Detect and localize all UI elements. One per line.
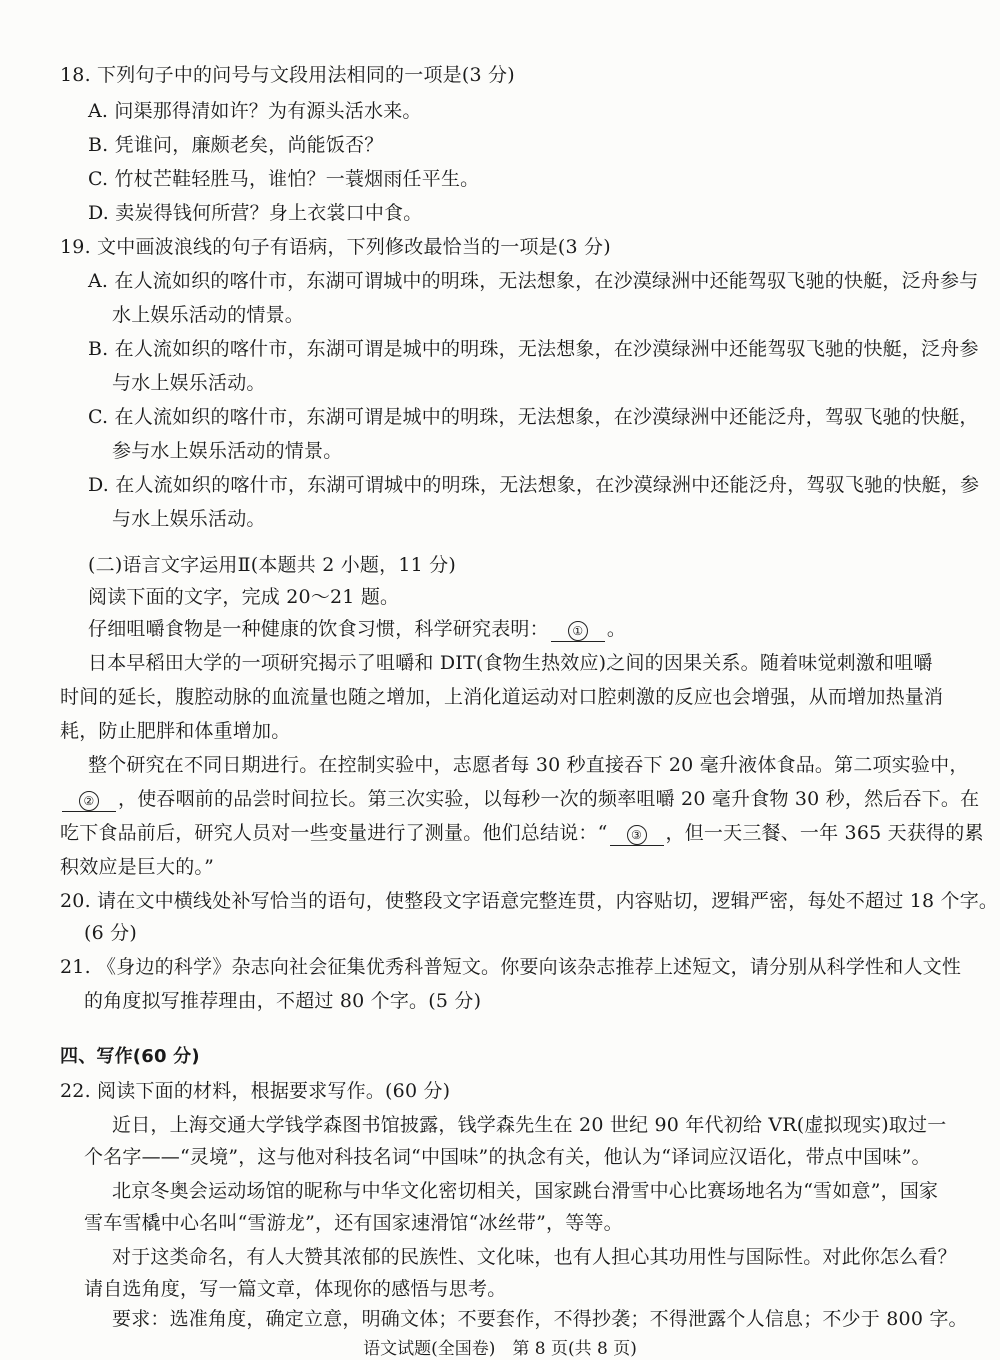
q22-stem: 22. 阅读下面的材料，根据要求写作。(60 分) <box>60 1080 451 1102</box>
q19-option-c-line1: C. 在人流如织的喀什市，东湖可谓是城中的明珠，无法想象，在沙漠绿洲中还能泛舟，驾驭飞驰的快艇， <box>88 406 979 428</box>
q18-option-d: D. 卖炭得钱何所营？身上衣裳口中食。 <box>88 202 423 224</box>
q19-option-d-line1: D. 在人流如织的喀什市，东湖可谓城中的明珠，无法想象，在沙漠绿洲中还能泛舟，驾驭飞驰的快艇，参 <box>88 474 980 496</box>
q18-option-a: A. 问渠那得清如许？为有源头活水来。 <box>88 100 422 122</box>
q20-line1: 20. 请在文中横线处补写恰当的语句，使整段文字语意完整连贯，内容贴切，逻辑严密，每处不超过 18 个字。 <box>60 890 999 912</box>
q22-material3-line1: 对于这类命名，有人大赞其浓郁的民族性、文化味，也有人担心其功用性与国际性。对此你怎么看？ <box>112 1246 957 1268</box>
q19-stem: 19. 文中画波浪线的句子有语病，下列修改最恰当的一项是(3 分) <box>60 236 611 258</box>
q19-option-d-line2: 与水上娱乐活动。 <box>112 508 266 530</box>
q22-material2-line2: 雪车雪橇中心名叫“雪游龙”，还有国家速滑馆“冰丝带”，等等。 <box>84 1212 623 1234</box>
blank-1: ① <box>551 618 605 642</box>
passage-para3-line1: 整个研究在不同日期进行。在控制实验中，志愿者每 30 秒直接吞下 20 毫升液体食品。第二项实验中， <box>88 754 969 776</box>
part4-heading: 四、写作(60 分) <box>60 1046 200 1067</box>
passage-para3-line4: 积效应是巨大的。” <box>60 856 215 878</box>
passage-para1: 仔细咀嚼食物是一种健康的饮食习惯，科学研究表明： ① 。 <box>88 618 627 640</box>
q22-material3-line2: 请自选角度，写一篇文章，体现你的感悟与思考。 <box>84 1278 507 1300</box>
passage-para2-line3: 耗，防止肥胖和体重增加。 <box>60 720 291 742</box>
q19-option-a-line2: 水上娱乐活动的情景。 <box>112 304 305 326</box>
q22-material1-line2: 个名字——“灵境”，这与他对科技名词“中国味”的执念有关，他认为“译词应汉语化，带点中国味”。 <box>84 1146 931 1168</box>
passage-para3-line3: 吃下食品前后，研究人员对一些变量进行了测量。他们总结说：“ ③ ，但一天三餐、一年 365 天获得的累 <box>60 822 984 844</box>
q18-option-c: C. 竹杖芒鞋轻胜马，谁怕？一蓑烟雨任平生。 <box>88 168 480 190</box>
q22-material1-line1: 近日，上海交通大学钱学森图书馆披露，钱学森先生在 20 世纪 90 年代初给 VR(虚拟现实)取过一 <box>112 1114 947 1136</box>
q19-option-b-line1: B. 在人流如织的喀什市，东湖可谓是城中的明珠，无法想象，在沙漠绿洲中还能驾驭飞驰的快艇，泛舟参 <box>88 338 979 360</box>
q19-option-b-line2: 与水上娱乐活动。 <box>112 372 266 394</box>
q22-material2-line1: 北京冬奥会运动场馆的昵称与中华文化密切相关，国家跳台滑雪中心比赛场地名为“雪如意”，国家 <box>112 1180 939 1202</box>
q22-requirements: 要求：选准角度，确定立意，明确文体；不要套作，不得抄袭；不得泄露个人信息；不少于 800 字。 <box>112 1308 968 1330</box>
passage-para1-text: 仔细咀嚼食物是一种健康的饮食习惯，科学研究表明： <box>88 618 549 640</box>
q21-line2: 的角度拟写推荐理由，不超过 80 个字。(5 分) <box>84 990 482 1012</box>
blank-2: ② <box>62 788 116 812</box>
q18-option-b: B. 凭谁问，廉颇老矣，尚能饭否？ <box>88 134 384 156</box>
q21-line1: 21. 《身边的科学》杂志向社会征集优秀科普短文。你要向该杂志推荐上述短文，请分别从科学性和人文性 <box>60 956 962 978</box>
q18-stem: 18. 下列句子中的问号与文段用法相同的一项是(3 分) <box>60 64 515 86</box>
q19-option-c-line2: 参与水上娱乐活动的情景。 <box>112 440 343 462</box>
q20-line2: (6 分) <box>84 922 137 944</box>
passage-para2-line1: 日本早稻田大学的一项研究揭示了咀嚼和 DIT(食物生热效应)之间的因果关系。随着味觉刺激和咀嚼 <box>88 652 933 674</box>
part2-intro: 阅读下面的文字，完成 20～21 题。 <box>88 586 400 608</box>
q19-option-a-line1: A. 在人流如织的喀什市，东湖可谓城中的明珠，无法想象，在沙漠绿洲中还能驾驭飞驰的快艇，泛舟参与 <box>88 270 979 292</box>
page-footer: 语文试题(全国卷) 第 8 页(共 8 页) <box>363 1339 637 1359</box>
passage-para2-line2: 时间的延长，腹腔动脉的血流量也随之增加，上消化道运动对口腔刺激的反应也会增强，从而增加热量消 <box>60 686 944 708</box>
blank-3: ③ <box>610 822 664 846</box>
passage-para3-line2: ② ，使吞咽前的品尝时间拉长。第三次实验，以每秒一次的频率咀嚼 20 毫升食物 30 秒，然后吞下。在 <box>60 788 979 812</box>
part2-heading: (二)语言文字运用Ⅱ(本题共 2 小题，11 分) <box>88 554 456 576</box>
